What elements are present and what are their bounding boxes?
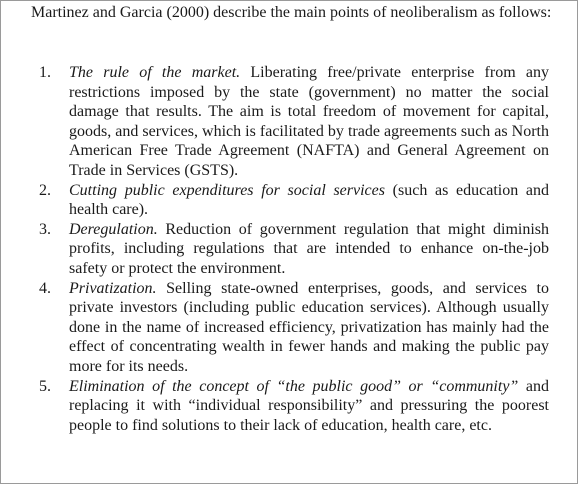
list-item-body: Selling state-owned enterprises, goods, and services to private investors (including public education services). Although usually done in the name of increased efficiency, privatization has mainly had the effect of concentrating wealth in fewer hands and making the public pay more for its needs. — [69, 279, 549, 375]
list-item-body: (such as education and health care). — [69, 181, 550, 219]
list-item-lead: Elimination of the concept of “the public good” or “community” — [69, 377, 519, 395]
list-item-body: Reduction of government regulation that might diminish profits, including regulations that are intended to enhance on-the-job safety or protect the environment. — [69, 220, 549, 277]
list-item — [1, 63, 549, 181]
list-item-number: 3. — [39, 220, 51, 238]
list-item-lead: The rule of the market. — [69, 64, 241, 81]
intro-paragraph: Martinez and Garcia (2000) describe the main points of neoliberalism as follows: — [31, 4, 552, 21]
list-item-lead: Cutting public expenditures for social services — [69, 181, 385, 199]
list-item-number: 5. — [39, 377, 51, 395]
list-item — [1, 279, 549, 377]
list-item — [1, 181, 549, 220]
list-item-number: 2. — [39, 181, 51, 199]
list-item — [1, 220, 549, 279]
list-item-body: Liberating free/private enterprise from any restrictions imposed by the state (government) no matter the social damage that results. The aim is total freedom of movement for capital, goods, and services, which is facilitated by trade agreements such as North American Free Trade Agreement (NAFTA) and General Agreement on Trade in Services (GSTS). — [69, 64, 549, 179]
list-item-number: 1. — [39, 64, 51, 81]
list-item-body: and replacing it with “individual responsibility” and pressuring the poorest people to find solutions to their lack of education, health care, etc. — [69, 377, 549, 434]
neoliberalism-points-list — [1, 63, 577, 435]
list-item-lead: Deregulation. — [69, 220, 158, 238]
list-item-number: 4. — [39, 279, 51, 297]
list-item — [1, 377, 549, 436]
list-item-lead: Privatization. — [69, 279, 157, 297]
